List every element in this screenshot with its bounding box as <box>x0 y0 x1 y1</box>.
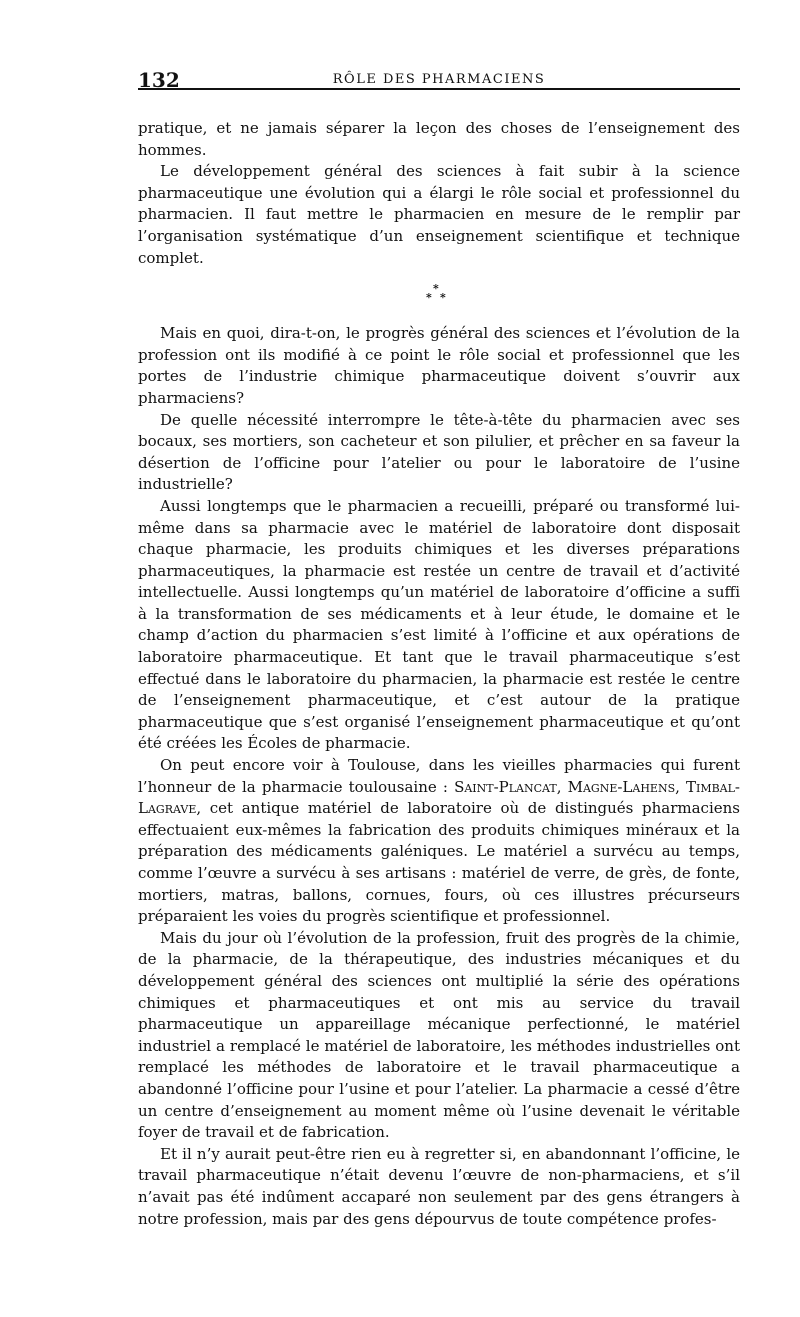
pharmacist-names: Saint-Plancat, Magne-Lahens, Timbal-Lagrave <box>138 777 741 818</box>
page-number: 132 <box>138 68 180 92</box>
running-header <box>138 68 740 96</box>
paragraph: Mais du jour où l’évolution de la profession, fruit des progrès de la chimie, de la pharmacie, de la thérapeutique, des industries mécaniques et du développement général des sciences ont multiplié la série des opérations chimiques et pharmaceutiques et ont mis au service du travail pharmaceutique un appareillage mécanique perfectionné, le matériel industriel a remplacé le matériel de laboratoire, les méthodes industrielles ont remplacé les méthodes de laboratoire et le travail pharmaceutique a abandonné l’officine pour l’usine et pour l’atelier. La pharmacie a cessé d’être un centre d’enseignement au moment même où l’usine devenait le véritable foyer de travail et de fabrication. <box>138 928 740 1142</box>
paragraph-text: , cet antique matériel de laboratoire où de distingués pharmaciens effectuaient eux-mêmes la fabrication des produits chimiques minéraux et la préparation des médicaments galéniques. Le matériel a survécu au temps, comme l’œuvre a survécu à ses artisans : matériel de verre, de grès, de fonte, mortiers, matras, ballons, cornues, fours, où ces illustres précurseurs préparaient les voies du progrès scientifique et professionnel. <box>138 799 740 926</box>
paragraph: De quelle nécessité interrompre le tête-à-tête du pharmacien avec ses bocaux, ses mortiers, son cacheteur et son pilulier, et prêcher en sa faveur la désertion de l’officine pour l’atelier ou pour le laboratoire de l’usine industrielle? <box>138 410 740 494</box>
page-body <box>138 118 740 1230</box>
asterism-icon: * * * <box>426 282 446 305</box>
running-title: RÔLE DES PHARMACIENS <box>332 72 546 87</box>
paragraph: Aussi longtemps que le pharmacien a recueilli, préparé ou transformé lui-même dans sa pharmacie avec le matériel de laboratoire dont disposait chaque pharmacie, les produits chimiques et les diverses préparations pharmaceutiques, la pharmacie est restée un centre de travail et d’activité intellectuelle. Aussi longtemps qu’un matériel de laboratoire d’officine a suffi à la transformation de ses médicaments et à leur étude, le domaine et le champ d’action du pharmacien s’est limité à l’officine et aux opérations de laboratoire pharmaceutique. Et tant que le travail pharmaceutique s’est effectué dans le laboratoire du pharmacien, la pharmacie est restée le centre de l’enseignement pharmaceutique, et c’est autour de la pratique pharmaceutique que s’est organisé l’enseignement pharmaceutique et qu’ont été créées les Écoles de pharmacie. <box>138 496 740 753</box>
header-rule <box>138 88 740 90</box>
paragraph: pratique, et ne jamais séparer la leçon des choses de l’enseignement des hommes. <box>138 119 740 159</box>
page-header <box>138 68 740 96</box>
section-separator <box>138 269 740 323</box>
paragraph: Le développement général des sciences à fait subir à la science pharmaceutique une évolution qui a élargi le rôle social et professionnel du pharmacien. Il faut mettre le pharmacien en mesure de le remplir par l’organisation systématique d’un enseignement scientifique et technique complet. <box>138 162 740 267</box>
paragraph-text: On peut encore voir à Toulouse, dans les vieilles pharmacies qui furent l’honneur de la pharmacie toulousaine : <box>138 756 740 796</box>
paragraph <box>138 755 740 928</box>
paragraph: Mais en quoi, dira-t-on, le progrès général des sciences et l’évolution de la profession ont ils modifié à ce point le rôle social et professionnel que les portes de l’industrie chimique pharmaceutique doivent s’ouvrir aux pharmaciens? <box>138 324 740 407</box>
paragraph: Et il n’y aurait peut-être rien eu à regretter si, en abandonnant l’officine, le travail pharmaceutique n’était devenu l’œuvre de non-pharmaciens, et s’il n’avait pas été indûment accaparé non seulement par des gens étrangers à notre profession, mais par des gens dépourvus de toute compétence profes- <box>138 1144 740 1228</box>
